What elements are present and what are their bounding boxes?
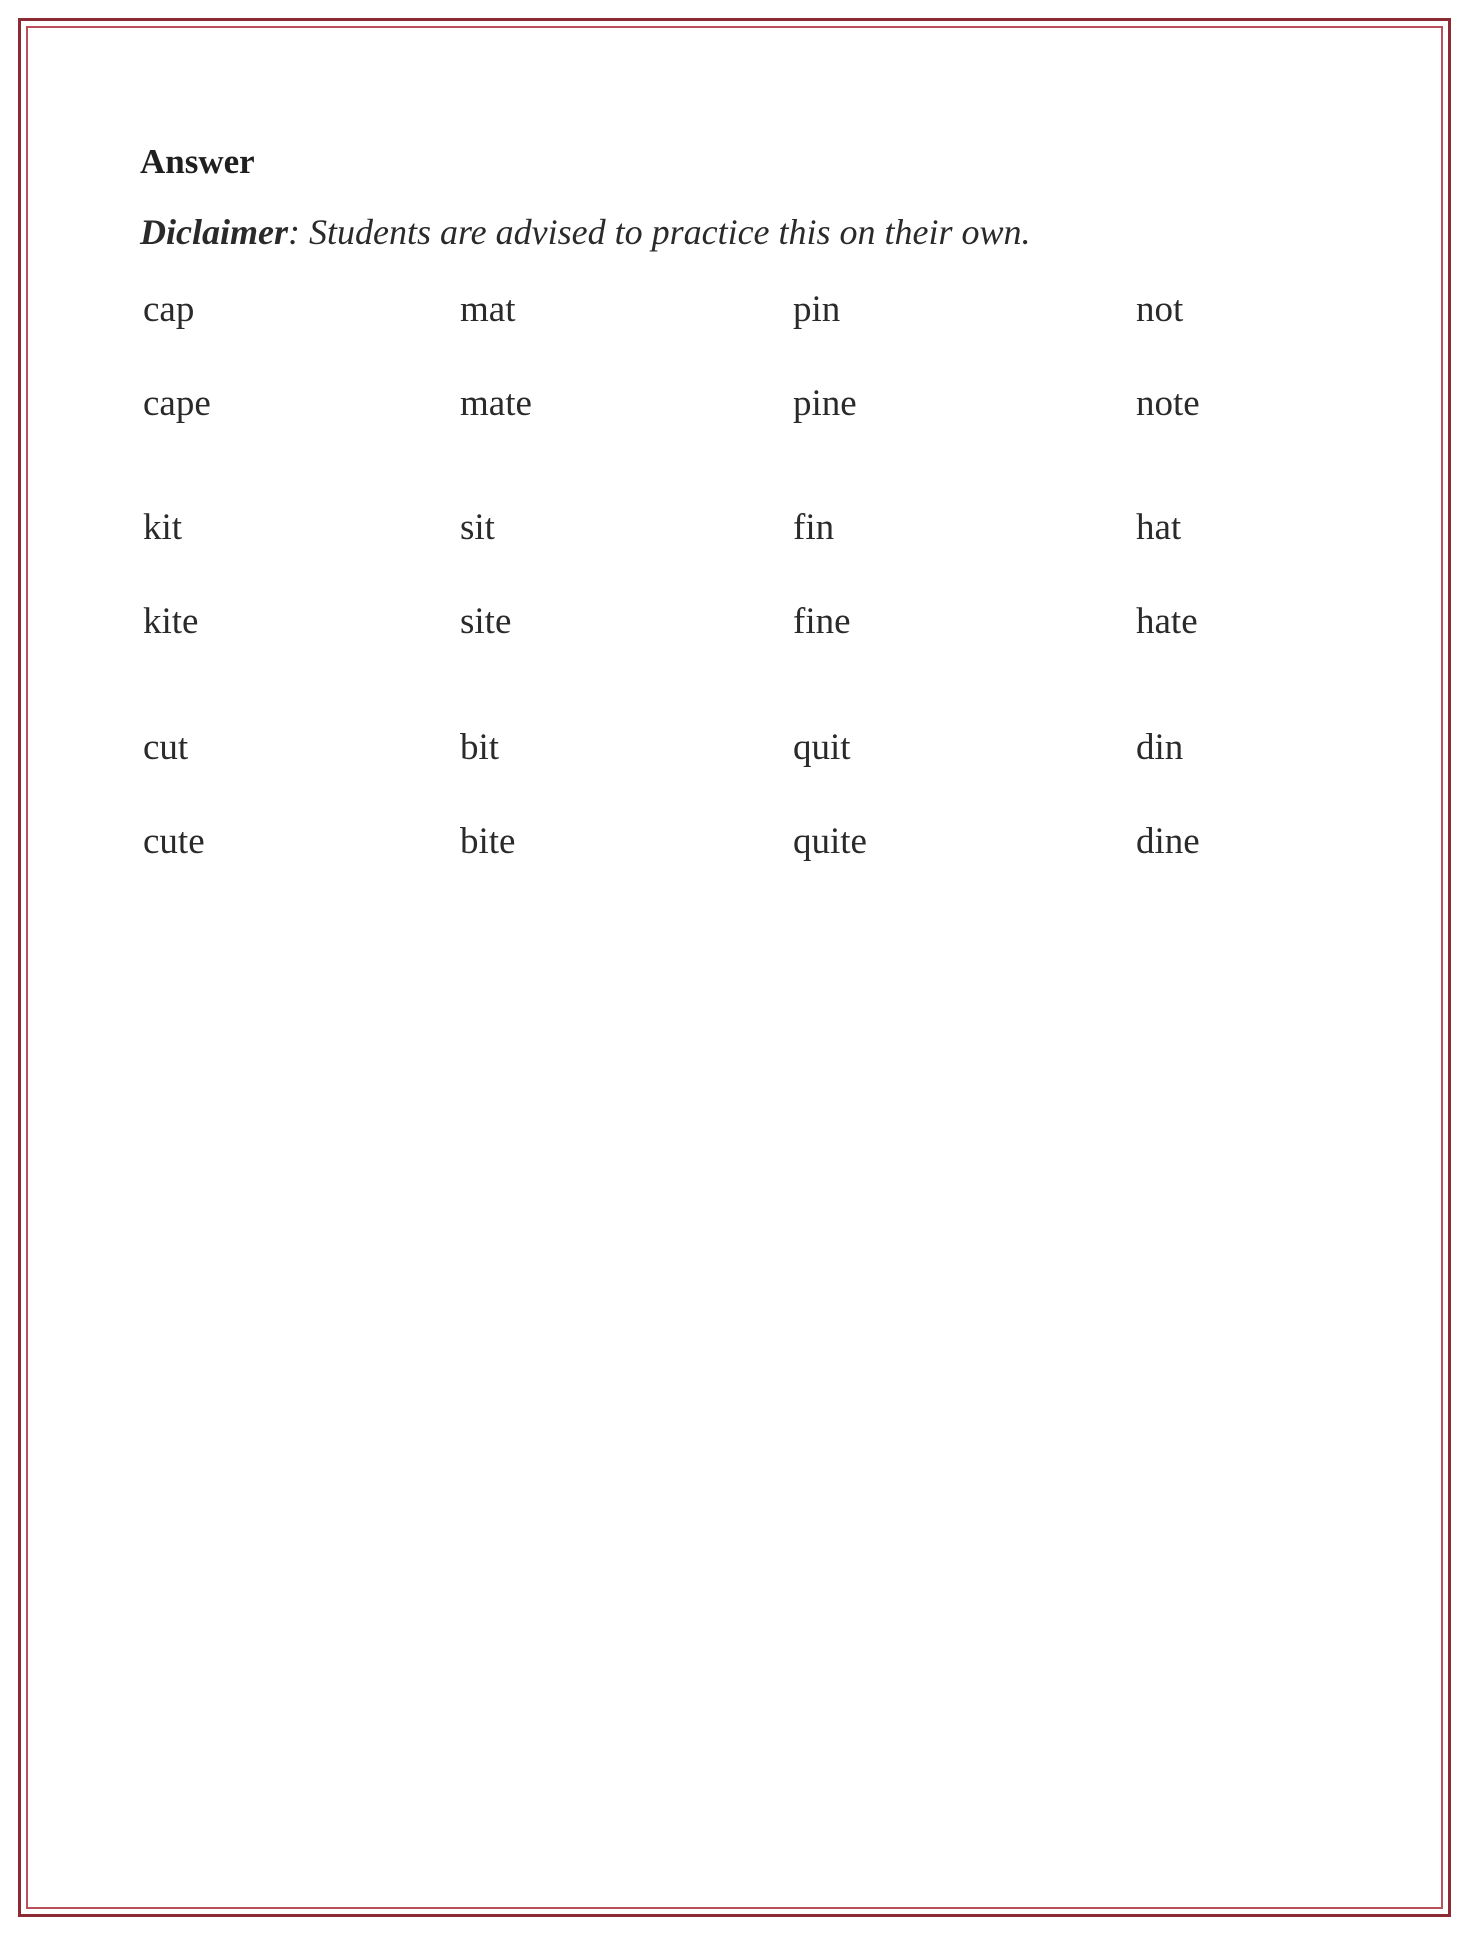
word-cell: pine xyxy=(793,383,857,424)
word-cell: sit xyxy=(460,507,495,548)
word-row xyxy=(140,817,1370,867)
word-cell: fin xyxy=(793,507,835,548)
word-cell: bite xyxy=(460,821,516,862)
word-row xyxy=(140,503,1370,553)
disclaimer xyxy=(140,210,1370,254)
word-cell: site xyxy=(460,601,512,642)
word-cell: mat xyxy=(460,289,516,330)
word-cell: quit xyxy=(793,727,851,768)
word-cell: din xyxy=(1136,727,1184,768)
word-cell: bit xyxy=(460,727,500,768)
word-cell: hat xyxy=(1136,507,1182,548)
word-cell: hate xyxy=(1136,601,1198,642)
word-cell: kite xyxy=(143,601,199,642)
word-cell: cape xyxy=(143,383,211,424)
word-cell: kit xyxy=(143,507,183,548)
word-row xyxy=(140,723,1370,773)
word-cell: cap xyxy=(143,289,195,330)
word-cell: note xyxy=(1136,383,1200,424)
page-content xyxy=(140,140,1370,862)
disclaimer-text: : Students are advised to practice this on their own. xyxy=(287,212,1031,252)
word-cell: cute xyxy=(143,821,205,862)
word-cell: not xyxy=(1136,289,1184,330)
word-cell: cut xyxy=(143,727,189,768)
word-row xyxy=(140,285,1370,335)
word-cell: pin xyxy=(793,289,841,330)
word-row xyxy=(140,597,1370,647)
word-cell: mate xyxy=(460,383,532,424)
word-cell: quite xyxy=(793,821,867,862)
disclaimer-label: Diclaimer xyxy=(140,212,288,252)
word-row xyxy=(140,379,1370,429)
word-cell: fine xyxy=(793,601,851,642)
word-cell: dine xyxy=(1136,821,1200,862)
answer-heading: Answer xyxy=(140,142,255,181)
